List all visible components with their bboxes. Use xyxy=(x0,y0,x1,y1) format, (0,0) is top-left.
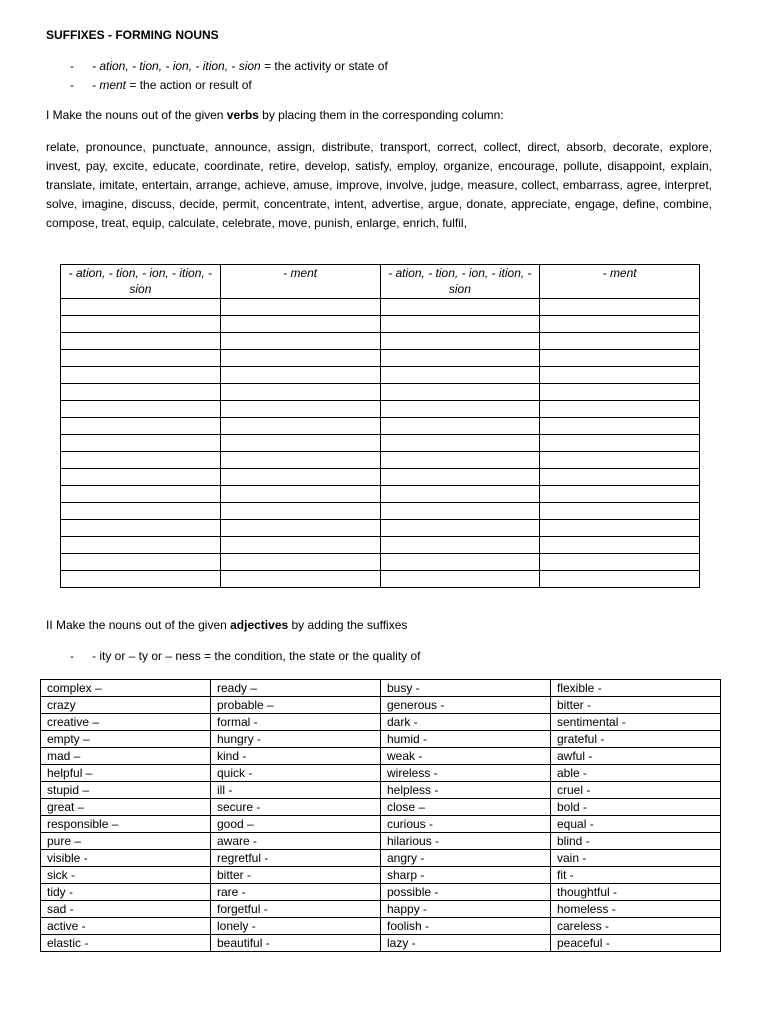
answer-cell[interactable] xyxy=(380,554,540,571)
bullet-dash: - xyxy=(70,59,74,73)
answer-cell[interactable] xyxy=(540,367,700,384)
adjective-cell: peaceful - xyxy=(551,935,721,952)
answer-cell[interactable] xyxy=(61,333,221,350)
verb-answer-table xyxy=(60,264,700,588)
answer-cell[interactable] xyxy=(380,571,540,588)
answer-cell[interactable] xyxy=(61,503,221,520)
adjective-cell: stupid – xyxy=(41,782,211,799)
adjective-cell: homeless - xyxy=(551,901,721,918)
adjective-cell: sick - xyxy=(41,867,211,884)
table-row xyxy=(41,867,721,884)
table-row xyxy=(61,401,700,418)
answer-cell[interactable] xyxy=(540,435,700,452)
adjective-cell: complex – xyxy=(41,680,211,697)
adjective-cell: hilarious - xyxy=(381,833,551,850)
adjective-cell: formal - xyxy=(211,714,381,731)
answer-cell[interactable] xyxy=(61,520,221,537)
table-row xyxy=(61,418,700,435)
answer-cell[interactable] xyxy=(61,367,221,384)
adjective-cell: ready – xyxy=(211,680,381,697)
adjective-cell: hungry - xyxy=(211,731,381,748)
answer-cell[interactable] xyxy=(220,333,380,350)
rule-meaning: = the activity or state of xyxy=(260,59,388,73)
adjective-cell: secure - xyxy=(211,799,381,816)
adjective-cell: good – xyxy=(211,816,381,833)
answer-cell[interactable] xyxy=(380,299,540,316)
answer-cell[interactable] xyxy=(61,554,221,571)
answer-cell[interactable] xyxy=(380,452,540,469)
task-two-instruction xyxy=(46,618,407,632)
bullet-dash: - xyxy=(70,649,74,663)
column-header-ment: - ment xyxy=(220,265,380,299)
answer-cell[interactable] xyxy=(220,367,380,384)
adjective-cell: humid - xyxy=(381,731,551,748)
answer-cell[interactable] xyxy=(540,571,700,588)
answer-cell[interactable] xyxy=(61,350,221,367)
adjective-cell: sentimental - xyxy=(551,714,721,731)
answer-cell[interactable] xyxy=(61,452,221,469)
adjective-cell: grateful - xyxy=(551,731,721,748)
table-row xyxy=(41,680,721,697)
adjective-cell: great – xyxy=(41,799,211,816)
adjective-cell: beautiful - xyxy=(211,935,381,952)
adjective-cell: tidy - xyxy=(41,884,211,901)
answer-cell[interactable] xyxy=(380,316,540,333)
adjective-cell: elastic - xyxy=(41,935,211,952)
answer-cell[interactable] xyxy=(540,350,700,367)
table-row xyxy=(61,384,700,401)
adjective-cell: possible - xyxy=(381,884,551,901)
adjective-cell: crazy xyxy=(41,697,211,714)
table-row xyxy=(61,333,700,350)
answer-cell[interactable] xyxy=(540,554,700,571)
answer-cell[interactable] xyxy=(61,384,221,401)
adjective-cell: dark - xyxy=(381,714,551,731)
answer-cell[interactable] xyxy=(380,367,540,384)
answer-cell[interactable] xyxy=(220,299,380,316)
answer-cell[interactable] xyxy=(220,469,380,486)
adjective-cell: bitter - xyxy=(551,697,721,714)
adjective-cell: thoughtful - xyxy=(551,884,721,901)
table-row xyxy=(41,816,721,833)
answer-cell[interactable] xyxy=(220,435,380,452)
answer-cell[interactable] xyxy=(380,418,540,435)
adjective-cell: blind - xyxy=(551,833,721,850)
adjective-cell: helpless - xyxy=(381,782,551,799)
answer-cell[interactable] xyxy=(220,452,380,469)
answer-cell[interactable] xyxy=(220,418,380,435)
table-row xyxy=(41,884,721,901)
table-row xyxy=(41,714,721,731)
adjective-cell: able - xyxy=(551,765,721,782)
table-row xyxy=(61,367,700,384)
adjective-cell: pure – xyxy=(41,833,211,850)
rule-meaning: = the action or result of xyxy=(126,78,252,92)
table-row xyxy=(61,435,700,452)
table-row xyxy=(61,316,700,333)
answer-cell[interactable] xyxy=(220,554,380,571)
adjective-cell: aware - xyxy=(211,833,381,850)
table-row xyxy=(41,748,721,765)
answer-cell[interactable] xyxy=(61,418,221,435)
answer-cell[interactable] xyxy=(220,571,380,588)
suffix-rule-ment xyxy=(70,78,252,92)
adjective-cell: sad - xyxy=(41,901,211,918)
adjective-cell: helpful – xyxy=(41,765,211,782)
answer-cell[interactable] xyxy=(380,401,540,418)
table-row xyxy=(61,571,700,588)
table-row xyxy=(61,469,700,486)
adjective-cell: fit - xyxy=(551,867,721,884)
table-row xyxy=(61,554,700,571)
adjective-cell: cruel - xyxy=(551,782,721,799)
adjective-cell: weak - xyxy=(381,748,551,765)
answer-cell[interactable] xyxy=(380,469,540,486)
answer-cell[interactable] xyxy=(540,384,700,401)
rule-suffixes: - ation, - tion, - ion, - ition, - sion xyxy=(92,59,261,73)
adjective-cell: sharp - xyxy=(381,867,551,884)
answer-cell[interactable] xyxy=(540,452,700,469)
answer-cell[interactable] xyxy=(540,401,700,418)
answer-cell[interactable] xyxy=(380,486,540,503)
answer-cell[interactable] xyxy=(61,316,221,333)
table-row xyxy=(41,765,721,782)
adjective-cell: mad – xyxy=(41,748,211,765)
adjective-table xyxy=(40,679,721,952)
page-title: SUFFIXES - FORMING NOUNS xyxy=(46,28,219,42)
table-row xyxy=(41,850,721,867)
adjective-cell: vain - xyxy=(551,850,721,867)
answer-cell[interactable] xyxy=(380,333,540,350)
answer-cell[interactable] xyxy=(540,486,700,503)
suffix-rule-ity-ness xyxy=(70,649,421,663)
answer-cell[interactable] xyxy=(540,520,700,537)
instruction-text: I Make the nouns out of the given xyxy=(46,108,227,122)
answer-cell[interactable] xyxy=(540,333,700,350)
table-row xyxy=(41,782,721,799)
answer-rows xyxy=(61,299,700,588)
adjective-cell: regretful - xyxy=(211,850,381,867)
adjective-cell: rare - xyxy=(211,884,381,901)
bullet-dash: - xyxy=(70,78,74,92)
column-header-ment: - ment xyxy=(540,265,700,299)
answer-cell[interactable] xyxy=(380,520,540,537)
column-header-ation: - ation, - tion, - ion, - ition, - sion xyxy=(61,265,221,299)
answer-cell[interactable] xyxy=(220,350,380,367)
table-row xyxy=(41,799,721,816)
adjective-cell: responsible – xyxy=(41,816,211,833)
table-row xyxy=(41,731,721,748)
adjective-cell: careless - xyxy=(551,918,721,935)
answer-cell[interactable] xyxy=(220,537,380,554)
answer-cell[interactable] xyxy=(220,316,380,333)
adjective-cell: happy - xyxy=(381,901,551,918)
answer-cell[interactable] xyxy=(61,299,221,316)
adjective-cell: forgetful - xyxy=(211,901,381,918)
answer-cell[interactable] xyxy=(61,537,221,554)
answer-cell[interactable] xyxy=(380,435,540,452)
adjective-cell: close – xyxy=(381,799,551,816)
answer-cell[interactable] xyxy=(540,316,700,333)
adjective-cell: lazy - xyxy=(381,935,551,952)
adjective-cell: active - xyxy=(41,918,211,935)
table-header-row xyxy=(61,265,700,299)
verb-list: relate, pronounce, punctuate, announce, assign, distribute, transport, correct, collect, direct, absorb, decorate, explore, invest, pay, excite, educate, coordinate, retire, develop, satisfy, employ, organize, encourage, pollute, disappoint, explain, translate, imitate, entertain, arrange, achieve, amuse, improve, involve, judge, measure, collect, embarrass, agree, interpret, solve, imagine, discuss, decide, permit, concentrate, intent, advertise, argue, donate, appreciate, engage, define, combine, compose, treat, equip, calculate, celebrate, move, punish, enlarge, enrich, fulfil, xyxy=(46,140,712,230)
answer-cell[interactable] xyxy=(540,503,700,520)
table-row xyxy=(61,299,700,316)
task-one-instruction xyxy=(46,108,504,122)
adjective-cell: ill - xyxy=(211,782,381,799)
answer-cell[interactable] xyxy=(61,486,221,503)
adjective-cell: wireless - xyxy=(381,765,551,782)
answer-cell[interactable] xyxy=(380,384,540,401)
adjective-cell: awful - xyxy=(551,748,721,765)
table-row xyxy=(61,452,700,469)
table-row xyxy=(41,697,721,714)
adjective-cell: foolish - xyxy=(381,918,551,935)
table-row xyxy=(61,503,700,520)
rule-suffixes: - ment xyxy=(92,78,127,92)
answer-cell[interactable] xyxy=(220,520,380,537)
table-row xyxy=(61,350,700,367)
table-row xyxy=(61,486,700,503)
adjective-cell: kind - xyxy=(211,748,381,765)
adjective-cell: lonely - xyxy=(211,918,381,935)
answer-cell[interactable] xyxy=(380,350,540,367)
suffix-rule-ation xyxy=(70,59,388,73)
answer-cell[interactable] xyxy=(220,503,380,520)
adjective-cell: equal - xyxy=(551,816,721,833)
answer-cell[interactable] xyxy=(220,486,380,503)
adjective-cell: generous - xyxy=(381,697,551,714)
adjective-cell: curious - xyxy=(381,816,551,833)
answer-cell[interactable] xyxy=(220,384,380,401)
adjective-cell: visible - xyxy=(41,850,211,867)
instruction-text: by adding the suffixes xyxy=(288,618,408,632)
answer-cell[interactable] xyxy=(61,401,221,418)
answer-cell[interactable] xyxy=(61,571,221,588)
table-row xyxy=(41,901,721,918)
adjective-cell: quick - xyxy=(211,765,381,782)
instruction-keyword: adjectives xyxy=(230,618,289,632)
adjective-cell: flexible - xyxy=(551,680,721,697)
adjective-rows xyxy=(41,680,721,952)
table-row xyxy=(41,935,721,952)
answer-cell[interactable] xyxy=(540,537,700,554)
answer-cell[interactable] xyxy=(380,503,540,520)
adjective-cell: bold - xyxy=(551,799,721,816)
adjective-cell: probable – xyxy=(211,697,381,714)
adjective-cell: creative – xyxy=(41,714,211,731)
instruction-text: II Make the nouns out of the given xyxy=(46,618,231,632)
adjective-cell: busy - xyxy=(381,680,551,697)
table-row xyxy=(61,537,700,554)
instruction-keyword: verbs xyxy=(226,108,259,122)
answer-cell[interactable] xyxy=(61,469,221,486)
answer-cell[interactable] xyxy=(540,469,700,486)
adjective-cell: bitter - xyxy=(211,867,381,884)
adjective-cell: angry - xyxy=(381,850,551,867)
table-row xyxy=(41,833,721,850)
answer-cell[interactable] xyxy=(380,537,540,554)
adjective-cell: empty – xyxy=(41,731,211,748)
instruction-text: by placing them in the corresponding column: xyxy=(258,108,504,122)
answer-cell[interactable] xyxy=(540,299,700,316)
table-row xyxy=(61,520,700,537)
answer-cell[interactable] xyxy=(540,418,700,435)
answer-cell[interactable] xyxy=(61,435,221,452)
table-row xyxy=(41,918,721,935)
column-header-ation: - ation, - tion, - ion, - ition, - sion xyxy=(380,265,540,299)
rule-text: - ity or – ty or – ness = the condition, the state or the quality of xyxy=(92,649,421,663)
answer-cell[interactable] xyxy=(220,401,380,418)
